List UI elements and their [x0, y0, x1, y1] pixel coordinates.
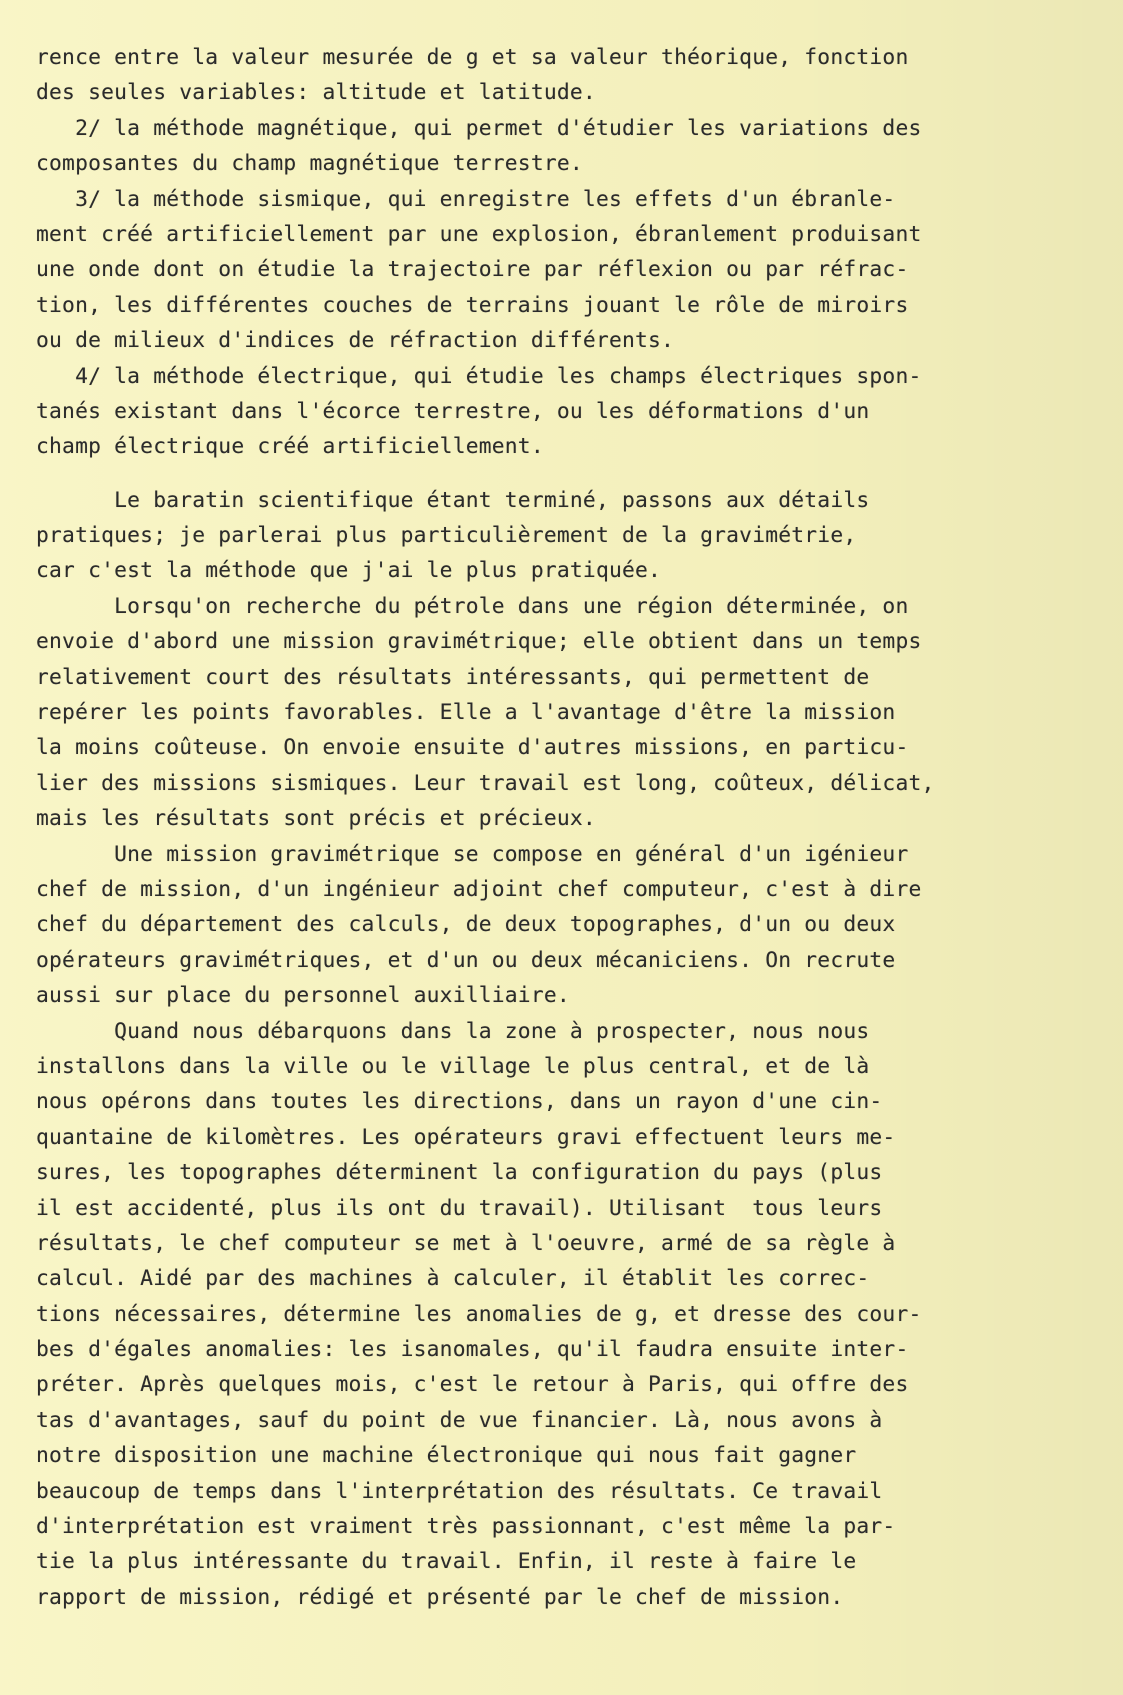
text-line: Quand nous débarquons dans la zone à prospecter, nous nous [36, 1018, 870, 1044]
text-line: préter. Après quelques mois, c'est le retour à Paris, qui offre des [36, 1372, 909, 1398]
paragraph-gap [36, 465, 1066, 483]
text-line: opérateurs gravimétriques, et d'un ou deux mécaniciens. On recrute [36, 947, 896, 973]
text-line: ou de milieux d'indices de réfraction différents. [36, 328, 675, 354]
text-line: tion, les différentes couches de terrains jouant le rôle de miroirs [36, 292, 909, 318]
text-line: rence entre la valeur mesurée de g et sa valeur théorique, fonction [36, 45, 909, 70]
text-line: composantes du champ magnétique terrestre. [36, 151, 583, 177]
text-line: champ électrique créé artificiellement. [36, 434, 544, 460]
text-line: une onde dont on étudie la trajectoire par réflexion ou par réfrac- [36, 257, 909, 283]
text-line: envoie d'abord une mission gravimétrique; elle obtient dans un temps [36, 629, 922, 655]
text-line: beaucoup de temps dans l'interprétation des résultats. Ce travail [36, 1478, 883, 1504]
text-line: sures, les topographes déterminent la configuration du pays (plus [36, 1160, 883, 1186]
text-line: relativement court des résultats intéressants, qui permettent de [36, 664, 870, 690]
text-line: repérer les points favorables. Elle a l'avantage d'être la mission [36, 700, 896, 726]
text-line: pratiques; je parlerai plus particulièrement de la gravimétrie, [36, 523, 857, 549]
text-line: Le baratin scientifique étant terminé, passons aux détails [36, 487, 870, 513]
text-line: installons dans la ville ou le village le plus central, et de là [36, 1053, 870, 1079]
text-line: aussi sur place du personnel auxilliaire. [36, 983, 570, 1009]
text-line: résultats, le chef computeur se met à l'oeuvre, armé de sa règle à [36, 1230, 896, 1256]
text-line: quantaine de kilomètres. Les opérateurs gravi effectuent leurs me- [36, 1124, 896, 1150]
text-line: nous opérons dans toutes les directions, dans un rayon d'une cin- [36, 1089, 883, 1115]
text-line: chef de mission, d'un ingénieur adjoint chef computeur, c'est à dire [36, 876, 922, 902]
text-line: calcul. Aidé par des machines à calculer, il établit les correc- [36, 1266, 870, 1292]
text-line: rapport de mission, rédigé et présenté par le chef de mission. [36, 1584, 844, 1610]
text-line: Une mission gravimétrique se compose en général d'un igénieur [36, 841, 909, 867]
text-line: tanés existant dans l'écorce terrestre, ou les déformations d'un [36, 398, 870, 424]
text-line: lier des missions sismiques. Leur travail est long, coûteux, délicat, [36, 770, 935, 796]
text-line: tions nécessaires, détermine les anomalies de g, et dresse des cour- [36, 1301, 922, 1327]
text-line: il est accidenté, plus ils ont du travail). Utilisant tous leurs [36, 1195, 883, 1221]
text-line: tas d'avantages, sauf du point de vue financier. Là, nous avons à [36, 1407, 883, 1433]
text-line: des seules variables: altitude et latitude. [36, 80, 596, 106]
text-line: d'interprétation est vraiment très passionnant, c'est même la par- [36, 1514, 896, 1540]
text-line: 2/ la méthode magnétique, qui permet d'étudier les variations des [36, 115, 922, 141]
text-line: chef du département des calculs, de deux topographes, d'un ou deux [36, 912, 896, 938]
text-line: 3/ la méthode sismique, qui enregistre les effets d'un ébranle- [36, 186, 896, 212]
text-line: Lorsqu'on recherche du pétrole dans une région déterminée, on [36, 593, 909, 619]
text-line: notre disposition une machine électronique qui nous fait gagner [36, 1443, 857, 1469]
text-line: mais les résultats sont précis et précieux. [36, 806, 596, 832]
typed-text-block [36, 40, 1066, 1615]
text-line: tie la plus intéressante du travail. Enfin, il reste à faire le [36, 1549, 857, 1575]
text-line: la moins coûteuse. On envoie ensuite d'autres missions, en particu- [36, 735, 909, 761]
text-line: bes d'égales anomalies: les isanomales, qu'il faudra ensuite inter- [36, 1337, 909, 1363]
text-line: 4/ la méthode électrique, qui étudie les champs électriques spon- [36, 363, 922, 389]
text-line: car c'est la méthode que j'ai le plus pratiquée. [36, 558, 662, 584]
text-line: ment créé artificiellement par une explosion, ébranlement produisant [36, 221, 922, 247]
